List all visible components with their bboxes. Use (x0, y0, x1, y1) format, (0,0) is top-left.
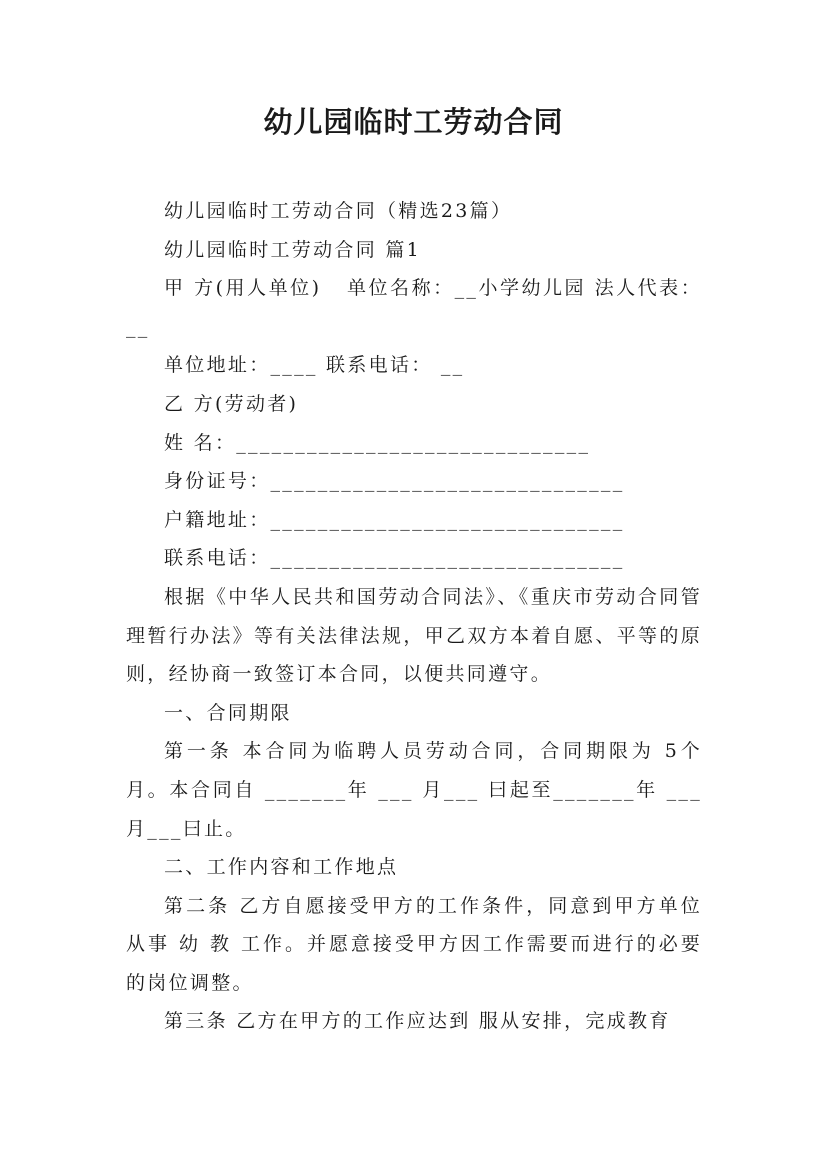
paragraph-article-3: 第三条 乙方在甲方的工作应达到 服从安排，完成教育 (164, 1010, 671, 1033)
paragraph-household-field: 户籍地址：______________________________ (164, 508, 625, 531)
paragraph-name-field: 姓 名：______________________________ (164, 431, 591, 454)
paragraph-heading-term: 一、合同期限 (164, 701, 292, 724)
paragraph-section-heading: 幼儿园临时工劳动合同 篇1 (164, 238, 422, 261)
paragraph-party-a-address: 单位地址：____ 联系电话： __ (164, 354, 465, 377)
paragraph-id-field: 身份证号：______________________________ (164, 470, 625, 493)
paragraph-heading-work: 二、工作内容和工作地点 (164, 856, 399, 879)
paragraph-phone-field: 联系电话：______________________________ (164, 547, 625, 570)
document-body (126, 192, 711, 1041)
paragraph-article-1: 第一条 本合同为临聘人员劳动合同，合同期限为 5个月。本合同自 _______年 ___ 月___ 曰起至_______年 ___月___曰止。 (126, 740, 702, 840)
paragraph-article-2: 第二条 乙方自愿接受甲方的工作条件，同意到甲方单位从事 幼 教 工作。并愿意接受甲方因工作需要而进行的必要的岗位调整。 (126, 894, 702, 994)
paragraph-subtitle: 幼儿园临时工劳动合同（精选23篇） (164, 200, 513, 222)
paragraph-party-a: 甲 方(用人单位) 单位名称：__小学幼儿园 法人代表： __ (126, 277, 711, 338)
paragraph-party-b: 乙 方(劳动者) (164, 392, 299, 415)
document-title: 幼儿园临时工劳动合同 (263, 105, 564, 139)
paragraph-legal-basis: 根据《中华人民共和国劳动合同法》、《重庆市劳动合同管理暂行办法》等有关法律法规，甲乙双方本着自愿、平等的原则，经协商一致签订本合同，以便共同遵守。 (126, 585, 702, 686)
